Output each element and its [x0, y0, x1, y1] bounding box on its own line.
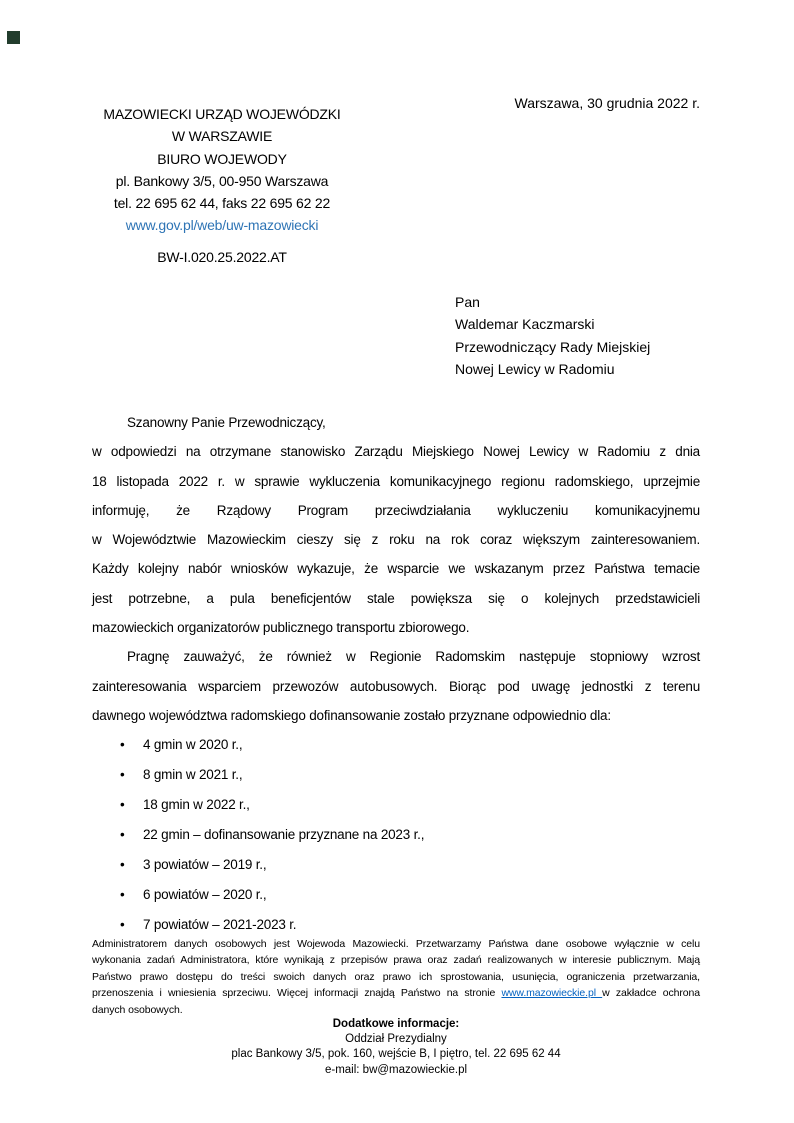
bullet-icon: •: [120, 917, 125, 933]
bullet-text: 18 gmin w 2022 r.,: [143, 797, 250, 813]
bullet-item: [92, 760, 700, 790]
bullet-text: 6 powiatów – 2020 r.,: [143, 887, 267, 903]
bullet-text: 3 powiatów – 2019 r.,: [143, 857, 267, 873]
letterhead-bureau: BIURO WOJEWODY: [157, 150, 287, 167]
footer-heading: Dodatkowe informacje:: [332, 1018, 460, 1030]
salutation: Szanowny Panie Przewodniczący,: [127, 415, 326, 430]
bullet-icon: •: [120, 887, 125, 903]
paragraph-line: w odpowiedzi na otrzymane stanowisko Zarządu Miejskiego Nowej Lewicy w Radomiu z dnia: [92, 444, 700, 460]
footer-department: Oddział Prezydialny: [345, 1033, 447, 1046]
bullet-item: [92, 880, 700, 910]
letter-body: [92, 408, 700, 940]
letterhead-office-name: MAZOWIECKI URZĄD WOJEWÓDZKI: [103, 106, 341, 122]
letterhead-city: W WARSZAWIE: [171, 128, 273, 145]
bullet-icon: •: [120, 827, 125, 843]
bullet-icon: •: [120, 857, 125, 873]
paragraph-line: Każdy kolejny nabór wniosków wykazuje, że wsparcie we wskazanym przez Państwa temacie: [92, 561, 700, 577]
bullet-item: [92, 850, 700, 880]
footnote-line: Państwo prawo dostępu do treści swoich danych oraz prawo ich sprostowania, usunięcia, ograniczenia przetwarzania,: [92, 970, 700, 983]
paragraph-line: zainteresowania wsparciem przewozów autobusowych. Biorąc pod uwagę jednostki z terenu: [92, 678, 700, 694]
footnote-line: Administratorem danych osobowych jest Wojewoda Mazowiecki. Przetwarzamy Państwa dane osobowe wyłącznie w celu: [92, 938, 700, 950]
paragraph-1: [92, 437, 700, 642]
bullet-text: 4 gmin w 2020 r.,: [143, 737, 243, 753]
paragraph-line: jest potrzebne, a pula beneficjentów stale powiększa się o kolejnych przedstawicieli: [92, 590, 700, 606]
footnote-text-pre: przenoszenia i wniesienia sprzeciwu. Więcej informacji znajdą Państwo na stronie: [92, 987, 502, 1000]
letterhead-address: pl. Bankowy 3/5, 00-950 Warszawa: [115, 172, 329, 189]
paragraph-line: Pragnę zauważyć, że również w Regionie Radomskim następuje stopniowy wzrost: [127, 649, 700, 665]
bullet-text: 7 powiatów – 2021-2023 r.: [143, 917, 297, 933]
footnote-text-post: w zakładce ochrona: [602, 987, 700, 1000]
letterhead: [72, 103, 372, 268]
date-line: Warszawa, 30 grudnia 2022 r.: [514, 95, 700, 111]
recipient-organization: Nowej Lewicy w Radomiu: [455, 361, 615, 378]
paragraph-line: 18 listopada 2022 r. w sprawie wykluczenia komunikacyjnego regionu radomskiego, uprzejmie: [92, 473, 700, 489]
bullet-item: [92, 820, 700, 850]
footer-address-phone: plac Bankowy 3/5, pok. 160, wejście B, I piętro, tel. 22 695 62 44: [231, 1048, 561, 1061]
bullet-icon: •: [120, 737, 125, 753]
footnote-link[interactable]: www.mazowieckie.pl: [501, 987, 603, 1000]
paragraph-line: w Województwie Mazowieckim cieszy się z roku na rok coraz większym zainteresowaniem.: [92, 532, 700, 548]
letterhead-website-link[interactable]: www.gov.pl/web/uw-mazowiecki: [125, 217, 319, 234]
letterhead-phone-fax: tel. 22 695 62 44, faks 22 695 62 22: [113, 195, 331, 212]
footer-info: [92, 1017, 700, 1078]
paragraph-line: mazowieckich organizatorów publicznego transportu zbiorowego.: [92, 620, 470, 636]
recipient-title: Pan: [455, 294, 480, 310]
corner-mark: [7, 31, 20, 44]
reference-number: BW-I.020.25.2022.AT: [157, 248, 287, 265]
recipient-block: [455, 291, 650, 381]
bullet-icon: •: [120, 797, 125, 813]
recipient-role: Przewodniczący Rady Miejskiej: [455, 338, 651, 355]
paragraph-2: [92, 642, 700, 730]
data-protection-footnote: [92, 936, 700, 1018]
bullet-text: 8 gmin w 2021 r.,: [143, 767, 243, 783]
bullet-item: [92, 730, 700, 760]
paragraph-line: informuję, że Rządowy Program przeciwdziałania wykluczeniu komunikacyjnemu: [92, 502, 700, 518]
bullet-item: [92, 790, 700, 820]
bullet-list: [92, 730, 700, 940]
footnote-line-with-link: [92, 985, 700, 1001]
bullet-icon: •: [120, 767, 125, 783]
footnote-last-line: danych osobowych.: [92, 1003, 183, 1016]
footnote-line: wykonania zadań Administratora, które wynikają z przepisów prawa oraz zadań realizowanych w interesie publicznym. Mają: [92, 954, 700, 967]
bullet-text: 22 gmin – dofinansowanie przyznane na 2023 r.,: [143, 827, 425, 843]
recipient-name: Waldemar Kaczmarski: [455, 316, 595, 333]
paragraph-line: dawnego województwa radomskiego dofinansowanie zostało przyznane odpowiednio dla:: [92, 707, 611, 723]
footer-email: e-mail: bw@mazowieckie.pl: [324, 1063, 468, 1076]
